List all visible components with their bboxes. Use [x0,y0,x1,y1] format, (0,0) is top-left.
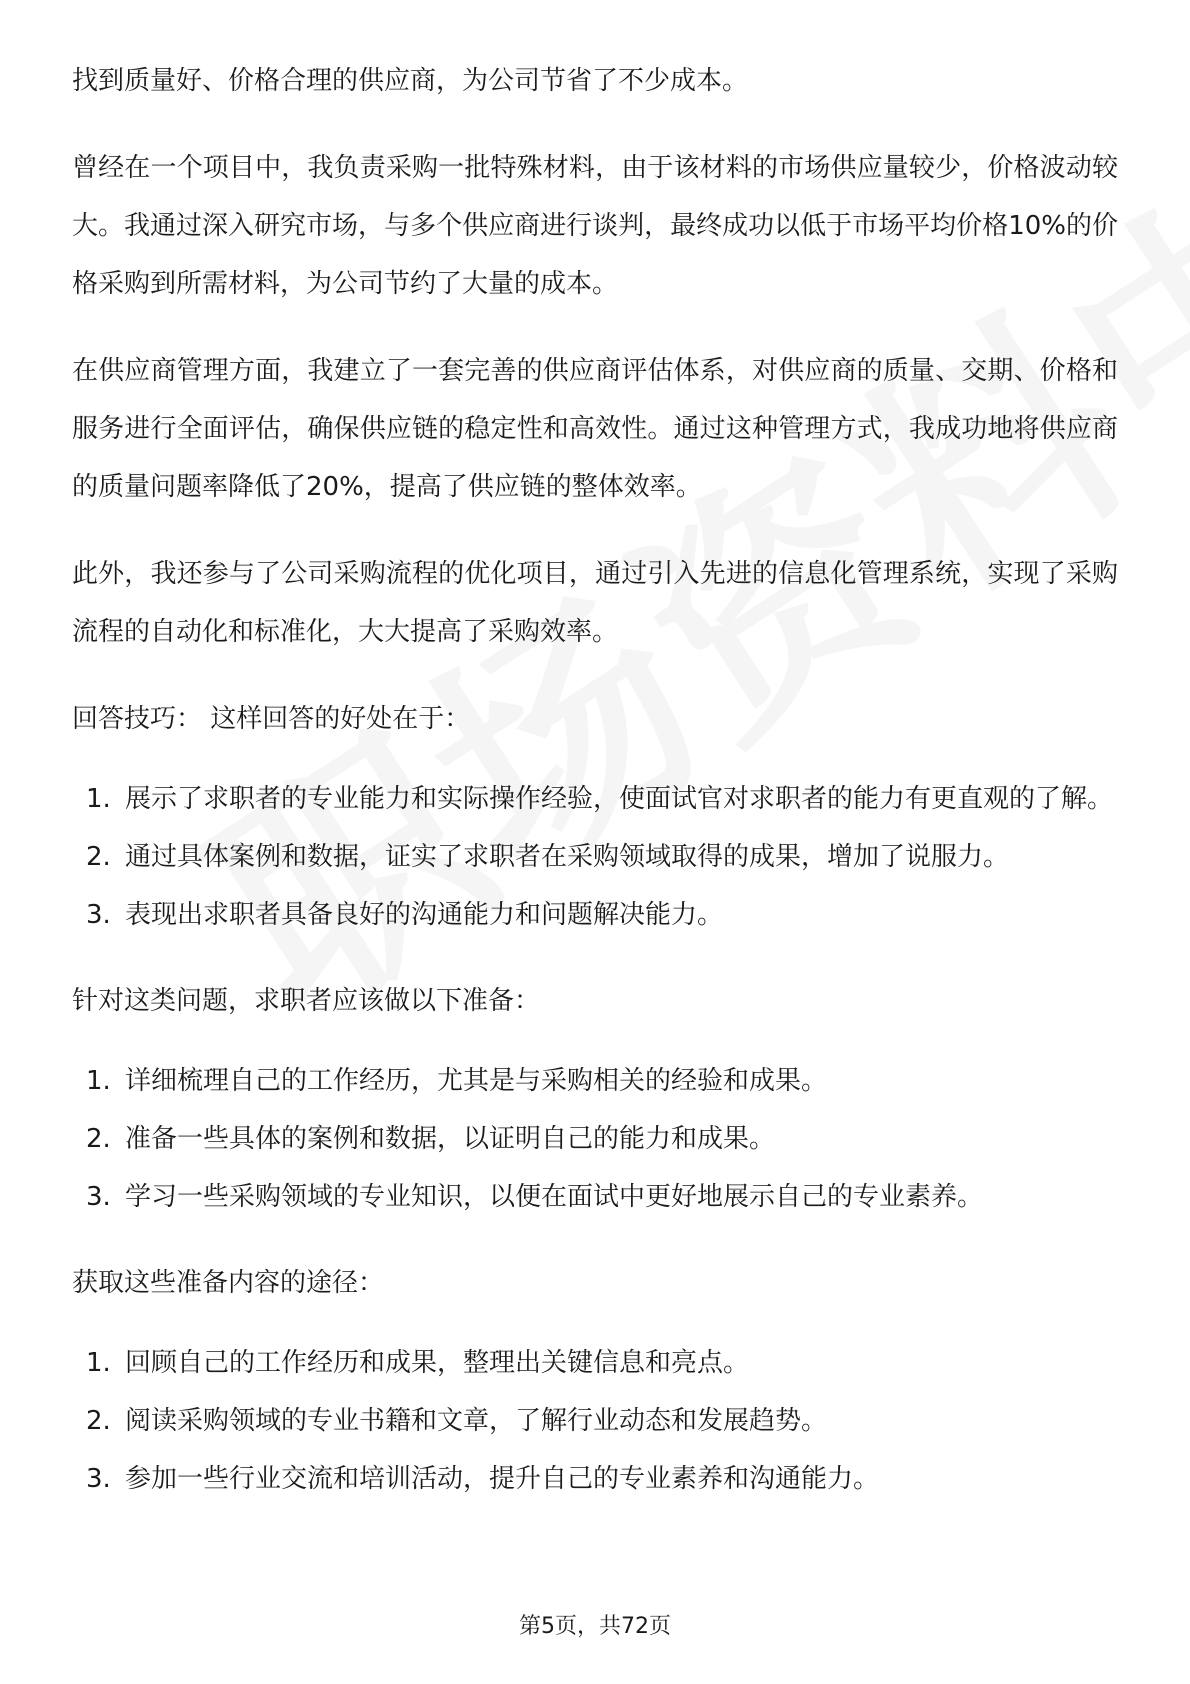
sources-list [72,1334,1118,1508]
tips-heading: 回答技巧： 这样回答的好处在于： [72,704,471,734]
list-number: 2. [86,842,111,872]
paragraph-process-optimization: 此外，我还参与了公司采购流程的优化项目，通过引入先进的信息化管理系统，实现了采购流程的自动化和标准化，大大提高了采购效率。 [72,559,1118,647]
list-item [72,770,1118,828]
list-number: 1. [86,1348,111,1378]
list-item-text: 参加一些行业交流和培训活动，提升自己的专业素养和沟通能力。 [125,1464,880,1494]
list-item [72,1450,1118,1508]
list-item-text: 回顾自己的工作经历和成果，整理出关键信息和亮点。 [125,1348,750,1378]
page-number: 第5页，共72页 [519,1614,671,1639]
list-item-text: 准备一些具体的案例和数据，以证明自己的能力和成果。 [125,1124,776,1154]
list-item [72,1110,1118,1168]
prep-list [72,1052,1118,1226]
list-item [72,886,1118,944]
list-item-text: 学习一些采购领域的专业知识，以便在面试中更好地展示自己的专业素养。 [125,1182,984,1212]
list-item-text: 表现出求职者具备良好的沟通能力和问题解决能力。 [125,900,724,930]
list-item-text: 展示了求职者的专业能力和实际操作经验，使面试官对求职者的能力有更直观的了解。 [125,784,1114,814]
list-number: 3. [86,900,111,930]
list-item [72,1168,1118,1226]
list-item [72,828,1118,886]
list-number: 3. [86,1464,111,1494]
list-number: 2. [86,1124,111,1154]
paragraph-intro-tail: 找到质量好、价格合理的供应商，为公司节省了不少成本。 [72,66,749,96]
list-item [72,1392,1118,1450]
list-number: 1. [86,784,111,814]
page-footer [0,1612,1190,1642]
prep-heading: 针对这类问题，求职者应该做以下准备： [72,986,541,1016]
list-number: 1. [86,1066,111,1096]
paragraph-supplier-management: 在供应商管理方面，我建立了一套完善的供应商评估体系，对供应商的质量、交期、价格和服务进行全面评估，确保供应链的稳定性和高效性。通过这种管理方式，我成功地将供应商的质量问题率降低了20%，提高了供应链的整体效率。 [72,356,1118,502]
list-item-text: 详细梳理自己的工作经历，尤其是与采购相关的经验和成果。 [125,1066,828,1096]
list-item [72,1052,1118,1110]
list-number: 2. [86,1406,111,1436]
list-number: 3. [86,1182,111,1212]
document-body [72,52,1118,1536]
list-item-text: 通过具体案例和数据，证实了求职者在采购领域取得的成果，增加了说服力。 [125,842,1010,872]
tips-list [72,770,1118,944]
list-item-text: 阅读采购领域的专业书籍和文章，了解行业动态和发展趋势。 [125,1406,828,1436]
list-item [72,1334,1118,1392]
sources-heading: 获取这些准备内容的途径： [72,1268,385,1298]
paragraph-project-example: 曾经在一个项目中，我负责采购一批特殊材料，由于该材料的市场供应量较少，价格波动较大。我通过深入研究市场，与多个供应商进行谈判，最终成功以低于市场平均价格10%的价格采购到所需材料，为公司节约了大量的成本。 [72,153,1118,299]
